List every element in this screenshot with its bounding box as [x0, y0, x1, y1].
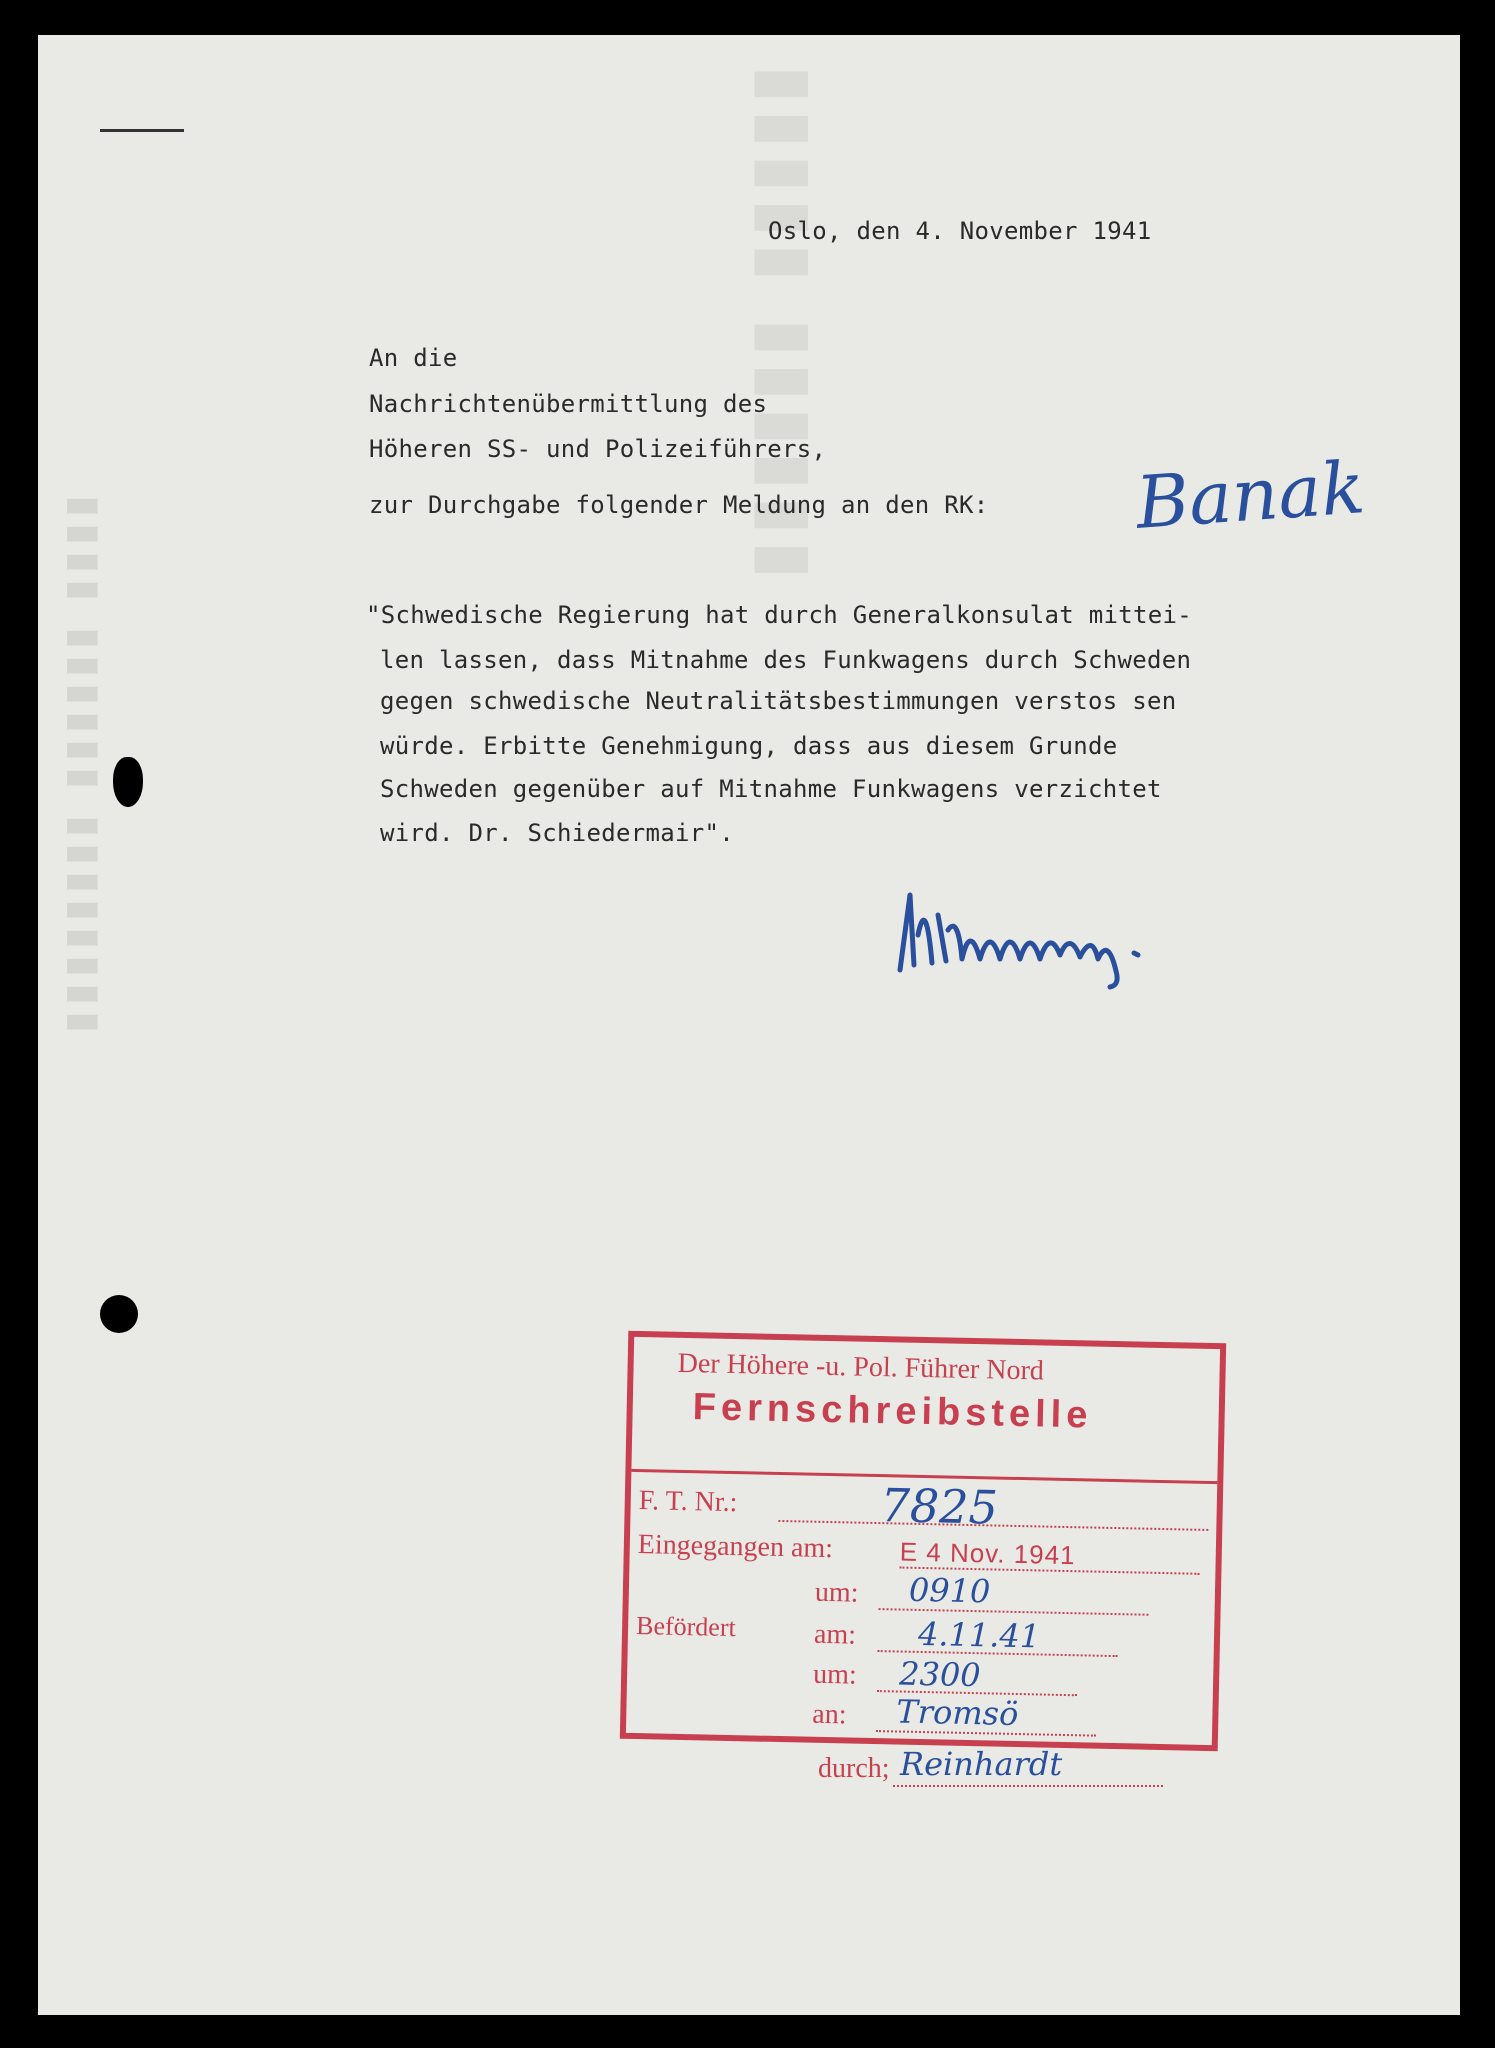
date-line: Oslo, den 4. November 1941 [768, 217, 1152, 245]
document-page [38, 35, 1460, 2015]
stamp-um-value: 0910 [908, 1570, 991, 1611]
stamp-am-value: 4.11.41 [917, 1614, 1041, 1656]
message-line: gegen schwedische Neutralitätsbestimmungen verstos sen [380, 687, 1177, 715]
bleed-through-stamp: ▮▮▮▮▮ ▮▮▮▮▮▮ [746, 65, 828, 586]
message-line: würde. Erbitte Genehmigung, dass aus diesem Grunde [380, 732, 1118, 760]
receipt-stamp [620, 1331, 1226, 1751]
address-line-1: An die [369, 344, 458, 372]
top-left-dash [100, 129, 184, 132]
stamp-received-value: E 4 Nov. 1941 [899, 1536, 1076, 1571]
stamp-received-label: Eingegangen am: [637, 1529, 834, 1565]
message-line: Schweden gegenüber auf Mitnahme Funkwagens verzichtet [380, 775, 1162, 803]
stamp-ft-label: F. T. Nr.: [638, 1485, 738, 1519]
message-line: wird. Dr. Schiedermair". [380, 819, 734, 847]
message-line: "Schwedische Regierung hat durch Generalkonsulat mittei- [366, 601, 1192, 629]
stamp-an-label: an: [812, 1698, 847, 1731]
handwritten-annotation: Banak [1133, 445, 1368, 545]
punch-hole-lower [100, 1295, 138, 1333]
stamp-title: Der Höhere -u. Pol. Führer Nord [677, 1347, 1045, 1387]
stamp-ft-value: 7825 [880, 1478, 999, 1535]
stamp-subtitle: Fernschreibstelle [692, 1386, 1093, 1437]
address-line-3: Höheren SS- und Polizeiführers, [369, 435, 827, 463]
message-line: len lassen, dass Mitnahme des Funkwagens durch Schweden [380, 646, 1192, 674]
address-line-4: zur Durchgabe folgender Meldung an den RK: [369, 491, 989, 519]
stamp-um-label: um: [814, 1576, 859, 1609]
stamp-durch-label: durch; [818, 1753, 890, 1784]
stamp-an-value: Tromsö [896, 1692, 1019, 1734]
stamp-durch-line [893, 1785, 1163, 1787]
handwritten-signature [888, 875, 1318, 995]
stamp-durch-value: Reinhardt [900, 1745, 1063, 1783]
stamp-forwarded-label: Befördert [635, 1611, 737, 1643]
stamp-um2-value: 2300 [898, 1654, 982, 1695]
punch-hole-upper [113, 757, 143, 807]
bleed-through-text: ▮▮▮▮ ▮▮▮▮▮▮ ▮▮▮▮▮▮▮▮ [62, 495, 108, 1040]
address-line-2: Nachrichtenübermittlung des [369, 390, 768, 418]
stamp-um2-label: um: [812, 1658, 858, 1691]
stamp-am-label: am: [813, 1618, 857, 1651]
